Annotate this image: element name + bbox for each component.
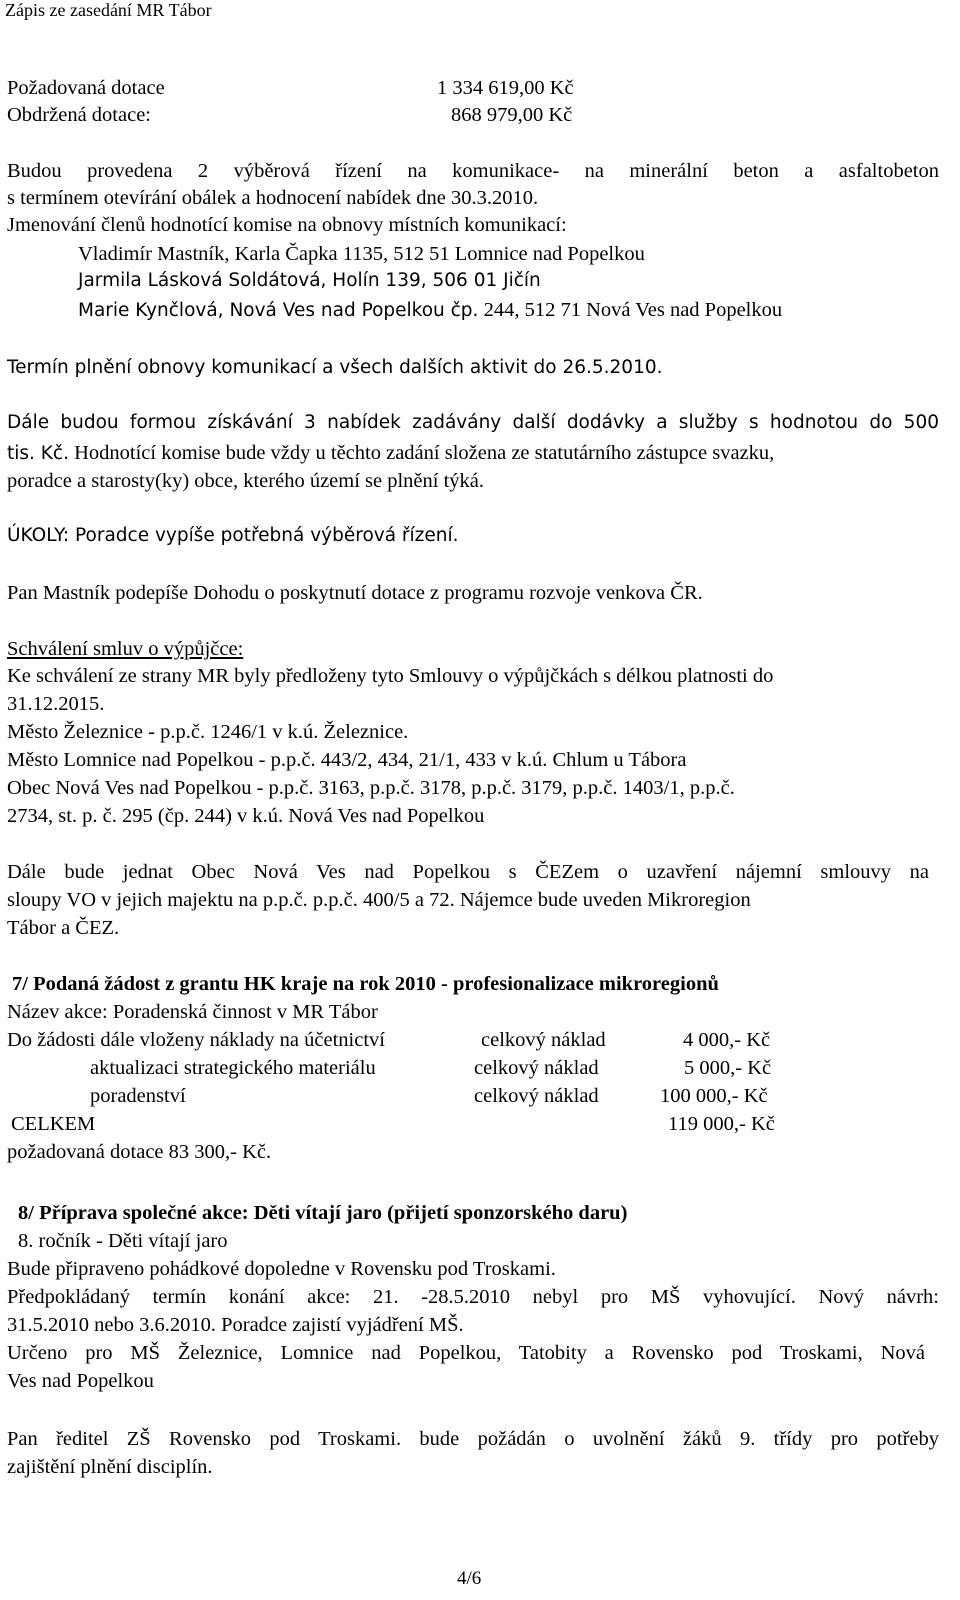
committee-member: Marie Kynčlová, Nová Ves nad Popelkou čp. 244, 512 71 Nová Ves nad Popelkou (78, 299, 783, 321)
cost-value: 4 000,- Kč (683, 1029, 771, 1051)
page-number: 4/6 (457, 1568, 482, 1589)
loans-line: Ke schválení ze strany MR byly předloženy tyto Smlouvy o výpůjčkách s délkou platnosti do (7, 665, 774, 687)
paragraph-line: Dále budou formou získávání 3 nabídek zadávány další dodávky a služby s hodnotou do 500 (7, 412, 939, 433)
committee-member: Vladimír Mastník, Karla Čapka 1135, 512 51 Lomnice nad Popelkou (78, 243, 645, 265)
section-8-line: 8. ročník - Děti vítají jaro (18, 1230, 228, 1252)
received-value: 868 979,00 Kč (451, 104, 573, 126)
section-8-line: 31.5.2010 nebo 3.6.2010. Poradce zajistí vyjádření MŠ. (7, 1314, 464, 1336)
total-label: CELKEM (11, 1113, 96, 1135)
cez-line: sloupy VO v jejich majektu na p.p.č. p.p.č. 400/5 a 72. Nájemce bude uveden Mikroregion (7, 889, 751, 911)
deadline-text: Termín plnění obnovy komunikací a všech dalších aktivit do 26.5.2010. (7, 357, 663, 378)
loans-line: 31.12.2015. (7, 693, 105, 715)
cost-item: poradenství (90, 1085, 186, 1107)
loans-line: 2734, st. p. č. 295 (čp. 244) v k.ú. Nová Ves nad Popelkou (7, 805, 485, 827)
paragraph-line: s termínem otevírání obálek a hodnocení nabídek dne 30.3.2010. (7, 187, 539, 209)
cez-line: Tábor a ČEZ. (7, 917, 120, 939)
paragraph-line: Budou provedena 2 výběrová řízení na komunikace- na minerální beton a asfaltobeton (7, 160, 939, 182)
cost-value: 100 000,- Kč (660, 1085, 768, 1107)
section-8-line: Bude připraveno pohádkové dopoledne v Rovensku pod Troskami. (7, 1258, 556, 1280)
requested-label: Požadovaná dotace (7, 77, 165, 99)
loans-heading: Schválení smluv o výpůjčce: (7, 638, 244, 660)
section-8-line: Předpokládaný termín konání akce: 21. -28.5.2010 nebyl pro MŠ vyhovující. Nový návrh: (7, 1286, 939, 1308)
mastnik-text: Pan Mastník podepíše Dohodu o poskytnutí dotace z programu rozvoje venkova ČR. (7, 582, 703, 604)
cost-value: 5 000,- Kč (684, 1057, 772, 1079)
requested-subsidy: požadovaná dotace 83 300,- Kč. (7, 1141, 272, 1163)
committee-member: Jarmila Lásková Soldátová, Holín 139, 506 01 Jičín (78, 270, 541, 291)
paragraph-line: poradce a starosty(ky) obce, kterého území se plnění týká. (7, 470, 485, 492)
section-8-heading: 8/ Příprava společné akce: Děti vítají jaro (přijetí sponzorského daru) (18, 1202, 628, 1224)
cost-item: Do žádosti dále vloženy náklady na účetnictví (7, 1029, 385, 1051)
cost-label: celkový náklad (481, 1029, 606, 1051)
cost-label: celkový náklad (474, 1085, 599, 1107)
action-name: Název akce: Poradenská činnost v MR Tábor (7, 1001, 378, 1023)
page-header: Zápis ze zasedání MR Tábor (5, 0, 212, 20)
section-8-line: Pan ředitel ZŠ Rovensko pod Troskami. bude požádán o uvolnění žáků 9. třídy pro potřeby (7, 1428, 939, 1450)
cez-line: Dále bude jednat Obec Nová Ves nad Popelkou s ČEZem o uzavření nájemní smlouvy na (7, 861, 929, 883)
tasks-text: ÚKOLY: Poradce vypíše potřebná výběrová řízení. (7, 525, 459, 546)
section-8-line: Ves nad Popelkou (7, 1370, 154, 1392)
loans-line: Město Železnice - p.p.č. 1246/1 v k.ú. Železnice. (7, 721, 409, 743)
section-8-line: Určeno pro MŠ Železnice, Lomnice nad Popelkou, Tatobity a Rovensko pod Troskami, Nová (7, 1342, 925, 1364)
cost-label: celkový náklad (474, 1057, 599, 1079)
received-label: Obdržená dotace: (7, 104, 151, 126)
loans-line: Město Lomnice nad Popelkou - p.p.č. 443/2, 434, 21/1, 433 v k.ú. Chlum u Tábora (7, 749, 687, 771)
section-8-line: zajištění plnění disciplín. (7, 1456, 213, 1478)
total-value: 119 000,- Kč (668, 1113, 775, 1135)
requested-value: 1 334 619,00 Kč (437, 77, 574, 99)
cost-item: aktualizaci strategického materiálu (90, 1057, 376, 1079)
paragraph-line: tis. Kč. Hodnotící komise bude vždy u těchto zadání složena ze statutárního zástupce svazku, (7, 442, 775, 464)
paragraph-line: Jmenování členů hodnotící komise na obnovy místních komunikací: (7, 214, 567, 236)
section-7-heading: 7/ Podaná žádost z grantu HK kraje na rok 2010 - profesionalizace mikroregionů (12, 973, 719, 995)
loans-line: Obec Nová Ves nad Popelkou - p.p.č. 3163, p.p.č. 3178, p.p.č. 3179, p.p.č. 1403/1, p.p.č. (7, 777, 735, 799)
